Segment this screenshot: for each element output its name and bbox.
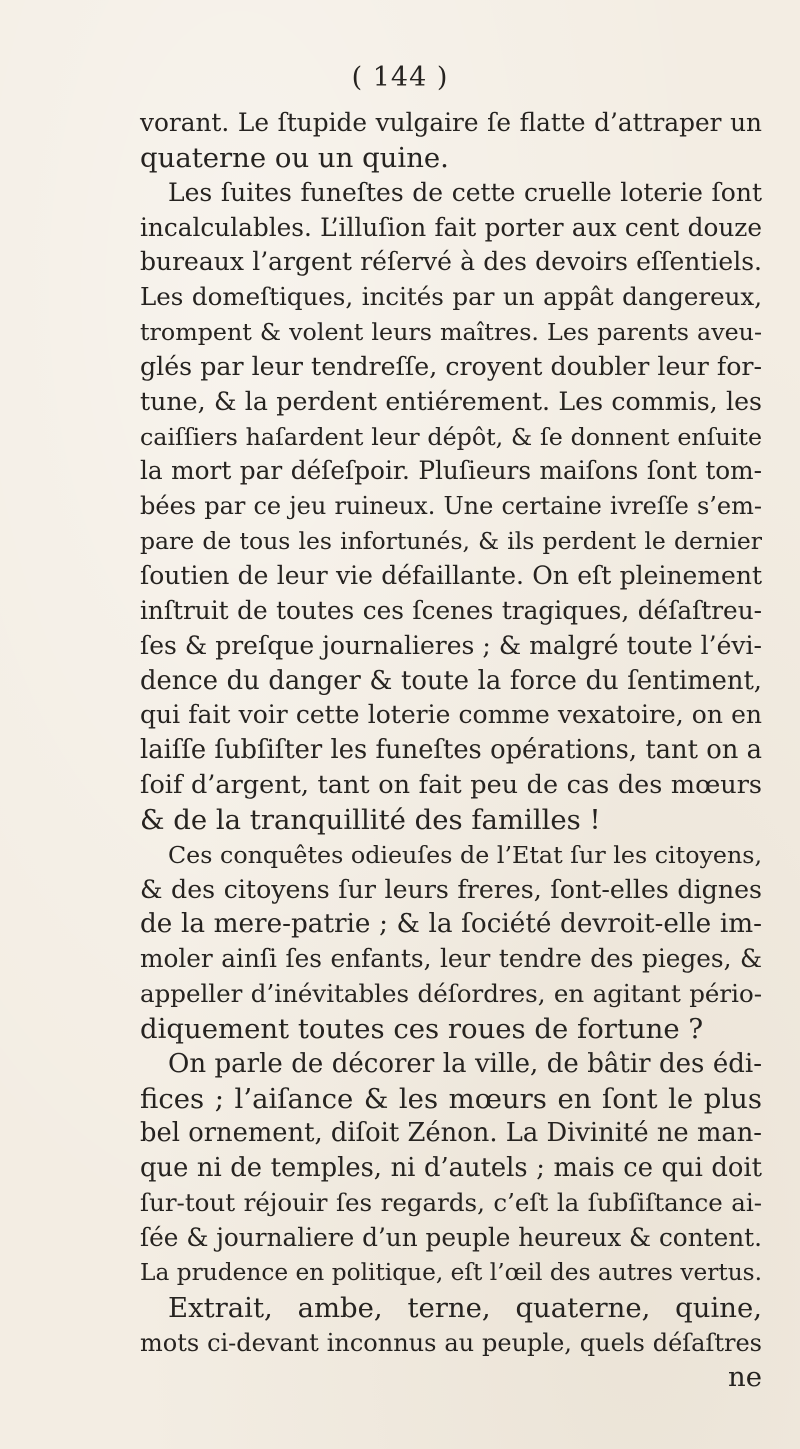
text-line: bel ornement, diſoit Zénon. La Divinité ne man-: [140, 1118, 762, 1149]
text-line: pare de tous les infortunés, & ils perdent le dernier: [140, 527, 762, 556]
text-line: ſée & journaliere d’un peuple heureux & content.: [140, 1223, 762, 1252]
text-line: caiſſiers haſardent leur dépôt, & ſe donnent enſuite: [140, 422, 762, 451]
text-line: ſur-tout réjouir ſes regards, c’eſt la ſubſiſtance ai-: [140, 1188, 762, 1218]
text-line: trompent & volent leurs maîtres. Les parents aveu-: [140, 318, 762, 347]
text-line: la mort par déſeſpoir. Pluſieurs maiſons ſont tom-: [140, 456, 762, 486]
body-text: [140, 106, 762, 1395]
text-line: glés par leur tendreſſe, croyent doubler leur for-: [140, 351, 762, 381]
text-line: vorant. Le ſtupide vulgaire ſe flatte d’attraper un: [140, 108, 762, 137]
text-line: moler ainſi ſes enfants, leur tendre des pieges, &: [140, 944, 762, 974]
text-line: Extrait, ambe, terne, quaterne, quine,: [168, 1291, 762, 1324]
text-line: laiſſe ſubſiſter les funeſtes opérations, tant on a: [140, 735, 762, 766]
text-line: Ces conquêtes odieuſes de l’Etat ſur les citoyens,: [168, 840, 762, 869]
text-line: tune, & la perdent entiérement. Les commis, les: [140, 386, 762, 416]
text-line: de la mere-patrie ; & la ſociété devroit-elle im-: [140, 909, 762, 940]
text-line: Les domeſtiques, incités par un appât dangereux,: [140, 282, 762, 312]
text-line: Les ſuites funeſtes de cette cruelle loterie ſont: [168, 177, 762, 207]
text-line: bureaux l’argent réſervé à des devoirs eſſentiels.: [140, 247, 762, 277]
page-number: ( 144 ): [351, 62, 449, 93]
text-line: ſes & preſque journalieres ; & malgré toute l’évi-: [140, 630, 762, 660]
text-line: bées par ce jeu ruineux. Une certaine ivreſſe s’em-: [140, 492, 762, 521]
text-line: qui fait voir cette loterie comme vexatoire, on en: [140, 700, 762, 730]
text-line: ſoutien de leur vie défaillante. On eſt pleinement: [140, 560, 762, 590]
text-line: fices ; l’aiſance & les mœurs en ſont le plus: [140, 1082, 762, 1115]
text-line: ſoif d’argent, tant on fait peu de cas des mœurs: [140, 770, 762, 801]
text-line: mots ci-devant inconnus au peuple, quels déſaſtres: [140, 1328, 762, 1357]
text-line: & de la tranquillité des familles !: [140, 803, 601, 836]
text-line: que ni de temples, ni d’autels ; mais ce qui doit: [140, 1153, 762, 1184]
text-line: On parle de décorer la ville, de bâtir des édi-: [168, 1048, 762, 1079]
text-line: dence du danger & toute la force du ſentiment,: [140, 665, 762, 696]
text-line: inſtruit de toutes ces ſcenes tragiques, déſaſtreu-: [140, 595, 762, 625]
text-line: appeller d’inévitables déſordres, en agitant pério-: [140, 979, 762, 1009]
text-line: quaterne ou un quine.: [140, 141, 449, 174]
catchword: ne: [728, 1361, 762, 1394]
text-line: La prudence en politique, eſt l’œil des autres vertus.: [140, 1258, 762, 1286]
text-line: & des citoyens ſur leurs freres, ſont-elles dignes: [140, 874, 762, 904]
text-line: diquement toutes ces roues de fortune ?: [140, 1012, 704, 1045]
text-line: incalculables. L’illuſion fait porter aux cent douze: [140, 212, 762, 242]
